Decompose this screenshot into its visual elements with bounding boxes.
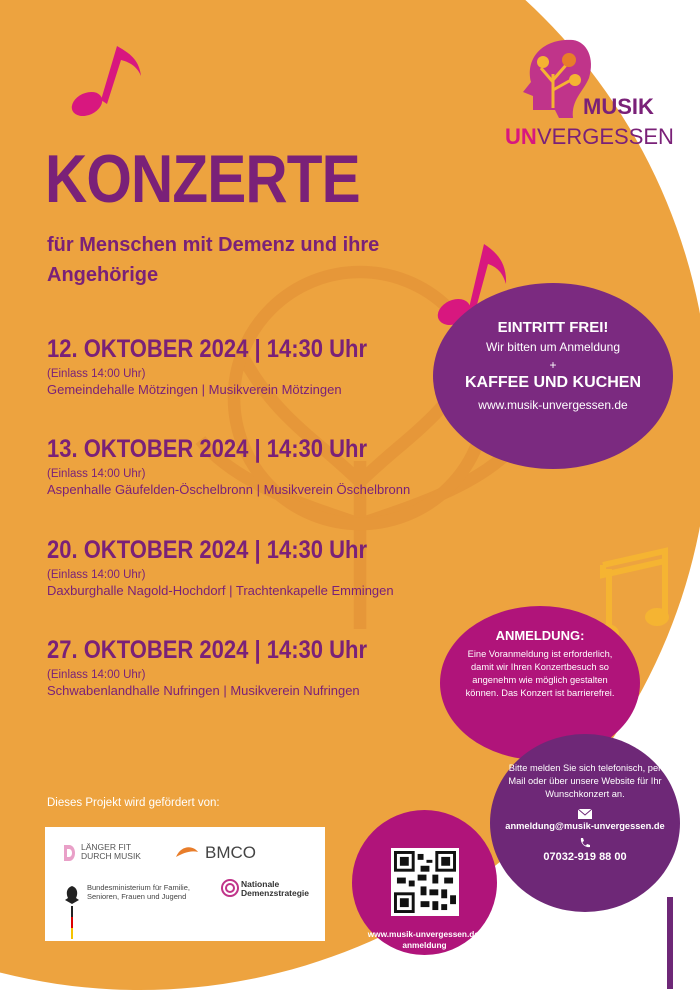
event-admission: (Einlass 14:00 Uhr) xyxy=(47,368,146,380)
laenger-fit-line2: DURCH MUSIK xyxy=(81,851,141,861)
logo-text-un: UN xyxy=(505,124,537,149)
event-item xyxy=(47,335,447,397)
logo-text-musik: MUSIK xyxy=(583,94,654,119)
entry-heading: EINTRITT FREI! xyxy=(497,319,609,336)
contact-email-link[interactable]: anmeldung@musik-unvergessen.de xyxy=(505,821,665,831)
demenzstrategie-logo-icon xyxy=(221,879,239,897)
qr-url[interactable]: www.musik-unvergessen.de/ anmeldung xyxy=(367,929,482,950)
contact-phone-link[interactable]: 07032-919 88 00 xyxy=(543,851,627,863)
laenger-fit-logo-icon xyxy=(63,844,77,862)
event-admission: (Einlass 14:00 Uhr) xyxy=(47,669,146,681)
event-item xyxy=(47,435,447,497)
pink-music-note-icon xyxy=(65,40,155,120)
federal-eagle-flag-icon xyxy=(63,884,81,939)
registration-heading: ANMELDUNG: xyxy=(495,628,585,643)
event-date: 13. OKTOBER 2024 | 14:30 Uhr xyxy=(47,435,368,463)
bmco-logo-icon xyxy=(175,845,199,859)
logo-text-vergessen: VERGESSEN xyxy=(537,124,674,149)
qr-code[interactable] xyxy=(391,848,459,916)
envelope-icon xyxy=(578,809,592,819)
event-venue: Gemeindehalle Mötzingen | Musikverein Mötzingen xyxy=(47,382,342,397)
bmco-logo-text: BMCO xyxy=(205,843,256,862)
event-venue: Aspenhalle Gäufelden-Öschelbronn | Musikverein Öschelbronn xyxy=(47,482,411,497)
sponsor-logos-box xyxy=(45,827,325,941)
event-date: 27. OKTOBER 2024 | 14:30 Uhr xyxy=(47,636,368,664)
page-subtitle: für Menschen mit Demenz und ihre Angehörige xyxy=(47,234,380,286)
coffee-cake-heading: KAFFEE UND KUCHEN xyxy=(465,374,641,391)
decorative-bar xyxy=(667,897,673,989)
phone-icon xyxy=(579,837,591,849)
contact-bubble xyxy=(490,734,680,912)
entry-info-bubble xyxy=(433,283,673,469)
contact-text: Bitte melden Sie sich telefonisch, per Mail oder über unsere Website für Ihr Wunschkonzert an. xyxy=(508,763,662,799)
qr-code-bubble xyxy=(352,810,497,955)
event-item xyxy=(47,636,447,698)
event-admission: (Einlass 14:00 Uhr) xyxy=(47,569,146,581)
demenzstrategie-line1: Nationale xyxy=(241,879,280,889)
sponsors-title: Dieses Projekt wird gefördert von: xyxy=(47,797,220,809)
entry-text: Wir bitten um Anmeldung xyxy=(485,340,621,354)
event-date: 12. OKTOBER 2024 | 14:30 Uhr xyxy=(47,335,368,363)
registration-text: Eine Voranmeldung ist erforderlich, damit wir Ihren Konzertbesuch so angenehm wie möglich gestalten können. Das Konzert ist barrierefrei. xyxy=(465,649,615,698)
event-admission: (Einlass 14:00 Uhr) xyxy=(47,468,146,480)
entry-plus: + xyxy=(549,358,557,372)
event-venue: Daxburghalle Nagold-Hochdorf | Trachtenkapelle Emmingen xyxy=(47,583,394,598)
event-date: 20. OKTOBER 2024 | 14:30 Uhr xyxy=(47,536,368,564)
event-venue: Schwabenlandhalle Nufringen | Musikverein Nufringen xyxy=(47,683,360,698)
website-link[interactable]: www.musik-unvergessen.de xyxy=(478,398,628,412)
event-item xyxy=(47,536,447,598)
page-title: KONZERTE xyxy=(45,141,360,217)
musik-unvergessen-logo xyxy=(505,30,674,160)
ministry-name: Bundesministerium für Familie, Senioren, Frauen und Jugend xyxy=(87,883,190,901)
demenzstrategie-line2: Demenzstrategie xyxy=(241,888,310,898)
laenger-fit-line1: LÄNGER FIT xyxy=(81,842,132,852)
